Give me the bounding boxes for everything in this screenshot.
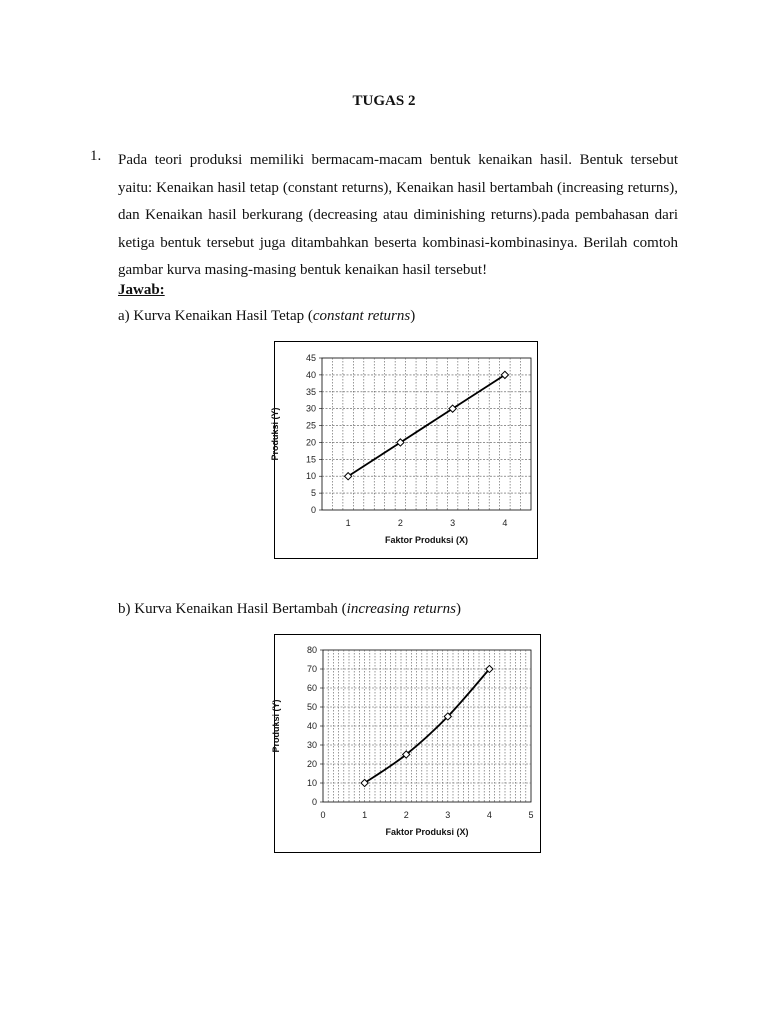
y-axis-label: Produksi (Y) bbox=[270, 407, 280, 461]
x-tick-label: 4 bbox=[486, 810, 492, 820]
x-tick-label: 2 bbox=[397, 518, 403, 528]
y-tick-label: 35 bbox=[305, 386, 316, 397]
item-b-caption bbox=[118, 601, 461, 618]
x-tick-label: 1 bbox=[345, 518, 351, 528]
chart-constant-returns bbox=[270, 341, 538, 559]
item-a-suffix: ) bbox=[410, 308, 416, 324]
y-tick-label: 25 bbox=[305, 420, 316, 431]
y-tick-label: 10 bbox=[306, 778, 317, 788]
y-tick-label: 5 bbox=[310, 488, 316, 499]
chart-increasing-returns-svg bbox=[271, 635, 540, 852]
item-b-suffix: ) bbox=[455, 601, 461, 617]
chart-increasing-returns bbox=[271, 634, 541, 853]
item-a-caption bbox=[118, 308, 415, 325]
y-tick-label: 30 bbox=[306, 740, 317, 750]
question-number: 1. bbox=[90, 148, 102, 164]
x-tick-label: 0 bbox=[320, 810, 326, 820]
x-tick-label: 1 bbox=[362, 810, 368, 820]
y-tick-label: 0 bbox=[310, 505, 316, 515]
item-b-emph: increasing returns bbox=[346, 601, 456, 617]
y-tick-label: 15 bbox=[305, 454, 316, 465]
x-tick-label: 4 bbox=[502, 518, 508, 528]
item-b-prefix: b) Kurva Kenaikan Hasil Bertambah ( bbox=[118, 601, 347, 617]
y-tick-label: 20 bbox=[305, 437, 316, 448]
y-tick-label: 70 bbox=[306, 664, 317, 674]
chart-constant-returns-svg bbox=[270, 342, 537, 558]
y-tick-label: 0 bbox=[311, 797, 317, 807]
x-axis-label: Faktor Produksi (X) bbox=[385, 827, 469, 837]
x-tick-label: 5 bbox=[528, 810, 534, 820]
y-tick-label: 50 bbox=[306, 702, 317, 712]
x-tick-label: 3 bbox=[450, 518, 456, 528]
y-tick-label: 80 bbox=[306, 645, 317, 655]
y-tick-label: 45 bbox=[305, 353, 316, 363]
y-tick-label: 10 bbox=[305, 471, 316, 482]
page-title: TUGAS 2 bbox=[352, 93, 416, 109]
x-axis-label: Faktor Produksi (X) bbox=[384, 535, 469, 545]
y-tick-label: 30 bbox=[305, 403, 316, 414]
question-text: Pada teori produksi memiliki bermacam-macam bentuk kenaikan hasil. Bentuk tersebut yaitu: Kenaikan hasil tetap (constant returns), Kenaikan hasil bertambah (increasing returns), dan Kenaikan hasil berkurang (decreasing atau diminishing returns).pada pembahasan dari ketiga bentuk tersebut juga ditambahkan beserta kombinasi-kombinasinya. Berilah comtoh gambar kurva masing-masing bentuk kenaikan hasil tersebut! bbox=[118, 152, 678, 278]
item-a-emph: constant returns bbox=[312, 308, 411, 324]
y-tick-label: 40 bbox=[306, 721, 317, 731]
y-tick-label: 60 bbox=[306, 683, 317, 693]
x-tick-label: 3 bbox=[445, 810, 451, 820]
y-tick-label: 20 bbox=[306, 759, 317, 769]
answer-label: Jawab: bbox=[118, 282, 165, 298]
item-a-prefix: a) Kurva Kenaikan Hasil Tetap ( bbox=[118, 308, 313, 324]
y-tick-label: 40 bbox=[305, 369, 316, 380]
x-tick-label: 2 bbox=[403, 810, 409, 820]
y-axis-label: Produksi (Y) bbox=[271, 699, 281, 753]
